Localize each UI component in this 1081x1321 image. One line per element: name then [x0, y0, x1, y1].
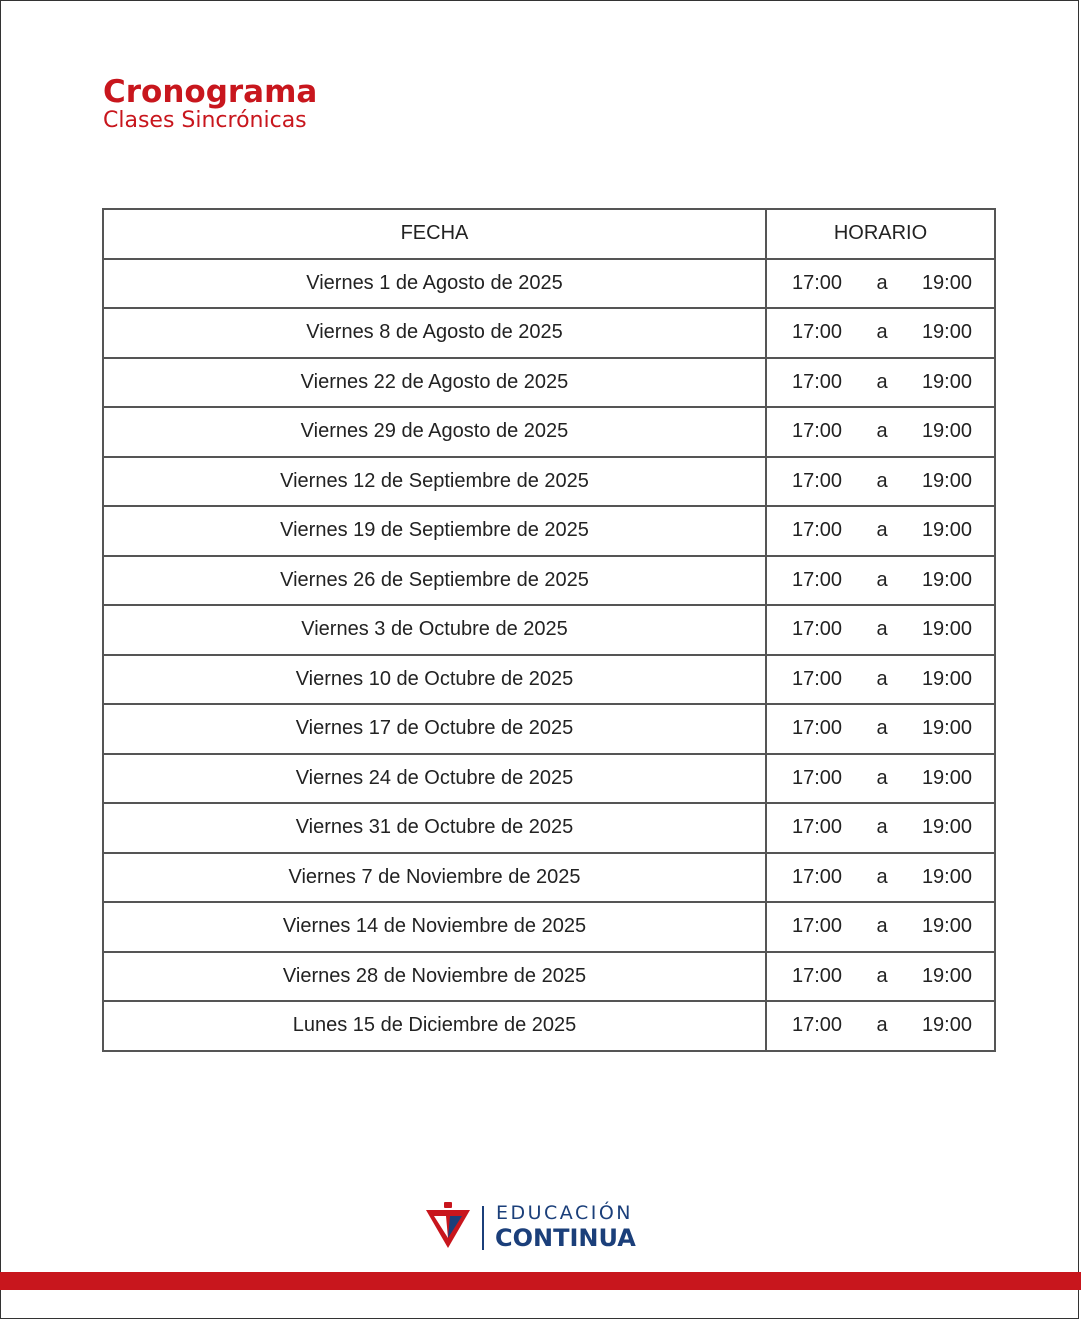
- time-range: [767, 668, 994, 691]
- time-end: 19:00: [921, 766, 972, 789]
- time-end: 19:00: [921, 717, 972, 740]
- row-date: Viernes 24 de Octubre de 2025: [103, 754, 766, 804]
- time-start: 17:00: [792, 519, 843, 542]
- schedule-body: [103, 259, 995, 1051]
- time-start: 17:00: [792, 271, 843, 294]
- time-range: [767, 519, 994, 542]
- time-start: 17:00: [792, 964, 843, 987]
- time-start: 17:00: [792, 1014, 843, 1037]
- time-start: 17:00: [792, 915, 843, 938]
- row-date: Viernes 1 de Agosto de 2025: [103, 259, 766, 309]
- row-time: [766, 407, 995, 457]
- table-row: [103, 308, 995, 358]
- table-row: [103, 457, 995, 507]
- time-end: 19:00: [921, 271, 972, 294]
- time-range: [767, 866, 994, 889]
- logo-divider: [482, 1206, 484, 1250]
- time-start: 17:00: [792, 321, 843, 344]
- time-start: 17:00: [792, 469, 843, 492]
- time-range: [767, 569, 994, 592]
- row-time: [766, 704, 995, 754]
- time-start: 17:00: [792, 717, 843, 740]
- time-sep: a: [876, 420, 888, 443]
- row-time: [766, 556, 995, 606]
- row-date: Viernes 19 de Septiembre de 2025: [103, 506, 766, 556]
- row-time: [766, 308, 995, 358]
- table-row: [103, 754, 995, 804]
- table-header-row: [103, 209, 995, 259]
- row-date: Viernes 31 de Octubre de 2025: [103, 803, 766, 853]
- time-sep: a: [876, 667, 888, 690]
- row-time: [766, 655, 995, 705]
- time-range: [767, 717, 994, 740]
- row-time: [766, 358, 995, 408]
- table-row: [103, 1001, 995, 1051]
- time-end: 19:00: [921, 420, 972, 443]
- time-range: [767, 371, 994, 394]
- time-sep: a: [876, 964, 888, 987]
- time-sep: a: [876, 469, 888, 492]
- row-date: Viernes 10 de Octubre de 2025: [103, 655, 766, 705]
- time-range: [767, 816, 994, 839]
- row-time: [766, 952, 995, 1002]
- table-row: [103, 853, 995, 903]
- time-end: 19:00: [921, 618, 972, 641]
- table-row: [103, 902, 995, 952]
- table-row: [103, 605, 995, 655]
- time-end: 19:00: [921, 915, 972, 938]
- time-sep: a: [876, 618, 888, 641]
- time-end: 19:00: [921, 816, 972, 839]
- time-range: [767, 915, 994, 938]
- logo-text-top: EDUCACIÓN: [496, 1202, 634, 1224]
- row-time: [766, 1001, 995, 1051]
- row-date: Viernes 28 de Noviembre de 2025: [103, 952, 766, 1002]
- time-range: [767, 470, 994, 493]
- time-sep: a: [876, 766, 888, 789]
- time-end: 19:00: [921, 370, 972, 393]
- row-date: Viernes 17 de Octubre de 2025: [103, 704, 766, 754]
- time-sep: a: [876, 271, 888, 294]
- logo-text-bottom: CONTINUA: [495, 1224, 636, 1252]
- row-time: [766, 605, 995, 655]
- educacion-continua-logo: [426, 1202, 666, 1256]
- row-date: Viernes 14 de Noviembre de 2025: [103, 902, 766, 952]
- time-end: 19:00: [921, 865, 972, 888]
- header-time: HORARIO: [766, 209, 995, 259]
- row-date: Viernes 12 de Septiembre de 2025: [103, 457, 766, 507]
- time-range: [767, 767, 994, 790]
- table-row: [103, 506, 995, 556]
- time-end: 19:00: [921, 667, 972, 690]
- time-start: 17:00: [792, 568, 843, 591]
- time-end: 19:00: [921, 568, 972, 591]
- time-range: [767, 965, 994, 988]
- time-start: 17:00: [792, 865, 843, 888]
- time-sep: a: [876, 370, 888, 393]
- time-range: [767, 618, 994, 641]
- time-start: 17:00: [792, 667, 843, 690]
- row-time: [766, 803, 995, 853]
- row-time: [766, 457, 995, 507]
- time-start: 17:00: [792, 766, 843, 789]
- table-row: [103, 358, 995, 408]
- table-row: [103, 655, 995, 705]
- time-range: [767, 272, 994, 295]
- row-date: Lunes 15 de Diciembre de 2025: [103, 1001, 766, 1051]
- page-subtitle: Clases Sincrónicas: [103, 108, 307, 133]
- table-row: [103, 803, 995, 853]
- university-crest-icon: [426, 1202, 470, 1252]
- time-end: 19:00: [921, 519, 972, 542]
- time-end: 19:00: [921, 964, 972, 987]
- footer-red-bar: [0, 1272, 1081, 1290]
- table-row: [103, 952, 995, 1002]
- row-time: [766, 754, 995, 804]
- row-date: Viernes 26 de Septiembre de 2025: [103, 556, 766, 606]
- time-sep: a: [876, 1014, 888, 1037]
- time-sep: a: [876, 568, 888, 591]
- time-sep: a: [876, 865, 888, 888]
- row-date: Viernes 22 de Agosto de 2025: [103, 358, 766, 408]
- row-time: [766, 506, 995, 556]
- table-row: [103, 556, 995, 606]
- row-time: [766, 853, 995, 903]
- time-sep: a: [876, 915, 888, 938]
- time-range: [767, 1014, 994, 1037]
- time-sep: a: [876, 816, 888, 839]
- row-time: [766, 902, 995, 952]
- time-sep: a: [876, 717, 888, 740]
- time-end: 19:00: [921, 1014, 972, 1037]
- time-start: 17:00: [792, 816, 843, 839]
- row-date: Viernes 29 de Agosto de 2025: [103, 407, 766, 457]
- page-title: Cronograma: [103, 74, 318, 110]
- time-range: [767, 420, 994, 443]
- header-date: FECHA: [103, 209, 766, 259]
- row-date: Viernes 7 de Noviembre de 2025: [103, 853, 766, 903]
- table-row: [103, 259, 995, 309]
- time-start: 17:00: [792, 420, 843, 443]
- time-end: 19:00: [921, 469, 972, 492]
- table-row: [103, 704, 995, 754]
- time-start: 17:00: [792, 618, 843, 641]
- time-sep: a: [876, 519, 888, 542]
- time-end: 19:00: [921, 321, 972, 344]
- time-start: 17:00: [792, 370, 843, 393]
- row-date: Viernes 8 de Agosto de 2025: [103, 308, 766, 358]
- time-sep: a: [876, 321, 888, 344]
- row-time: [766, 259, 995, 309]
- table-row: [103, 407, 995, 457]
- schedule-table: [102, 208, 996, 1052]
- row-date: Viernes 3 de Octubre de 2025: [103, 605, 766, 655]
- time-range: [767, 321, 994, 344]
